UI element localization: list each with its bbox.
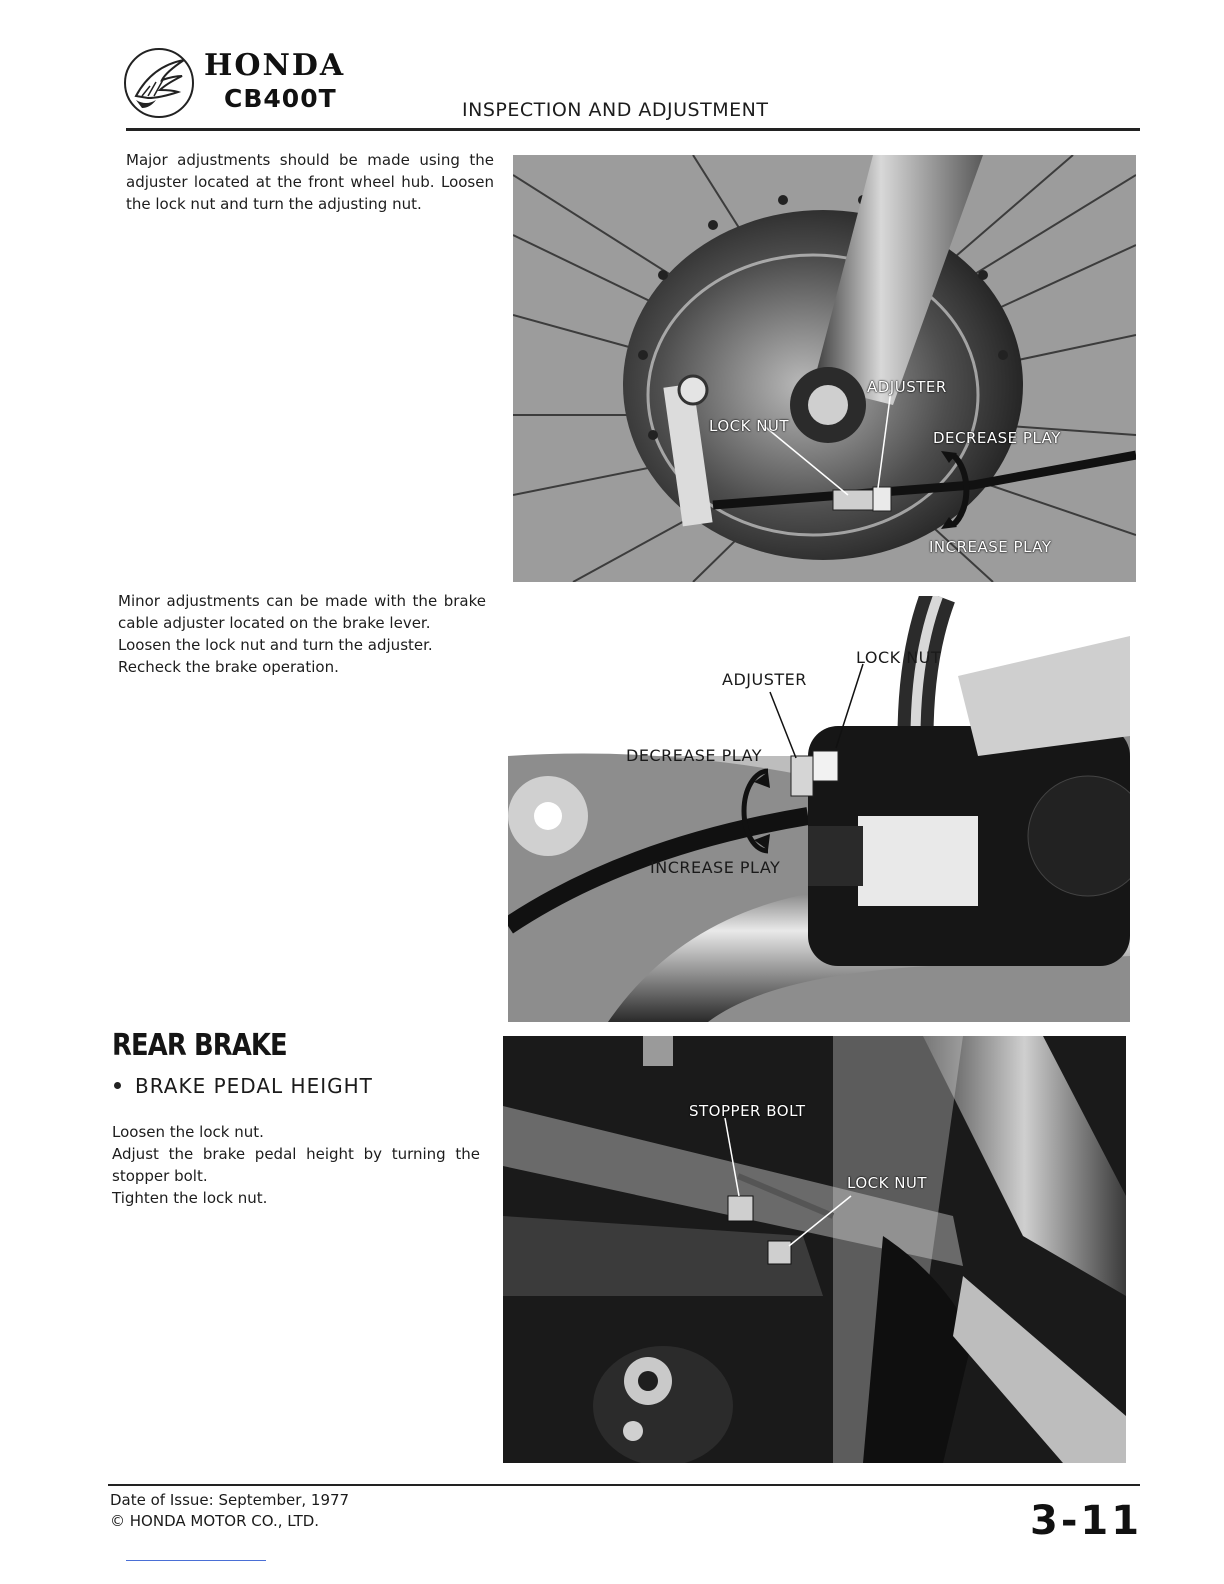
honda-wing-logo — [122, 46, 196, 120]
label-decrease-play: DECREASE PLAY — [933, 429, 1061, 447]
brake-lever-photo — [508, 596, 1130, 1022]
brand-name: HONDA — [204, 48, 346, 83]
rear-brake-line: Loosen the lock nut. — [112, 1123, 264, 1141]
footer-info — [110, 1490, 349, 1532]
brake-pedal-photo — [503, 1036, 1126, 1463]
rear-brake-line: Adjust the brake pedal height by turning the stopper bolt. — [112, 1145, 480, 1185]
date-of-issue: Date of Issue: September, 1977 — [110, 1491, 350, 1509]
label-adjuster: ADJUSTER — [722, 670, 807, 689]
minor-adjustment-line: Minor adjustments can be made with the brake cable adjuster located on the brake lever. — [118, 592, 486, 632]
bullet-icon — [114, 1082, 121, 1089]
major-adjustment-paragraph: Major adjustments should be made using the adjuster located at the front wheel hub. Loosen the lock nut and turn the adjusting nut. — [126, 151, 494, 213]
rear-brake-heading: REAR BRAKE — [112, 1028, 287, 1063]
label-adjuster: ADJUSTER — [867, 378, 947, 396]
label-decrease-play: DECREASE PLAY — [626, 746, 763, 765]
section-title: INSPECTION AND ADJUSTMENT — [462, 99, 769, 121]
front-brake-major-text — [126, 149, 494, 215]
front-brake-minor-text — [118, 590, 486, 678]
front-hub-photo — [513, 155, 1136, 582]
label-lock-nut: LOCK NUT — [709, 417, 790, 435]
minor-adjustment-line: Recheck the brake operation. — [118, 658, 339, 676]
label-stopper-bolt: STOPPER BOLT — [689, 1102, 806, 1120]
model-name: CB400T — [224, 84, 337, 113]
label-increase-play: INCREASE PLAY — [650, 858, 781, 877]
page-number: 3-11 — [1030, 1498, 1143, 1544]
brake-pedal-height-subheading — [114, 1074, 373, 1098]
label-increase-play: INCREASE PLAY — [929, 538, 1052, 556]
margin-line — [126, 1560, 266, 1561]
rear-brake-text — [112, 1121, 480, 1209]
header-rule — [126, 128, 1140, 131]
copyright: © HONDA MOTOR CO., LTD. — [110, 1512, 320, 1530]
subheading-text: BRAKE PEDAL HEIGHT — [135, 1074, 373, 1098]
label-lock-nut: LOCK NUT — [856, 648, 942, 667]
minor-adjustment-line: Loosen the lock nut and turn the adjuster. — [118, 636, 433, 654]
footer-rule — [108, 1484, 1140, 1486]
rear-brake-line: Tighten the lock nut. — [112, 1189, 268, 1207]
label-lock-nut: LOCK NUT — [847, 1174, 928, 1192]
